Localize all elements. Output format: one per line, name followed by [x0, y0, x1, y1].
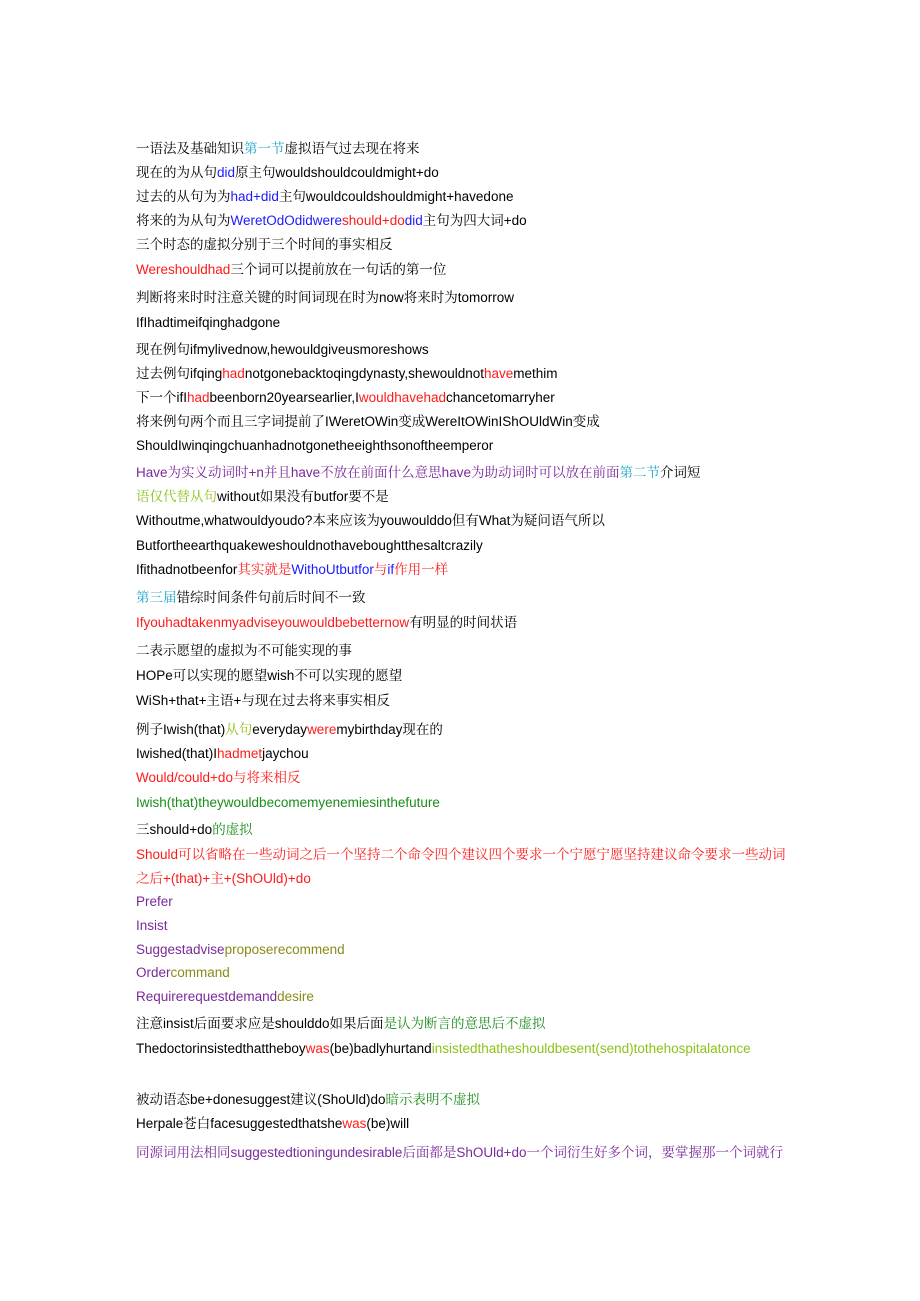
text-segment: 的虚拟: [212, 822, 253, 837]
text-segment: had+did: [230, 189, 279, 204]
text-segment: 三个时态的虚拟分别于三个时间的事实相反: [136, 237, 393, 252]
text-segment: 将来的为从句为: [136, 213, 231, 228]
text-segment: 原主句wouldshouldcouldmight+do: [235, 165, 439, 180]
text-segment: chancetomarryher: [446, 390, 555, 405]
text-segment: Have为实义动词时+n并且have不放在前面什么意思have为助动词时可以放在前面: [136, 465, 620, 480]
text-segment: Requirerequestdemand: [136, 989, 278, 1004]
text-line: [136, 985, 786, 1009]
text-segment: 一语法及基础知识: [136, 141, 244, 156]
text-segment: 同源词用法相同suggestedtioningundesirable后面都是ShOUld+do一个词衍生好多个词，要掌握那一个词就行: [136, 1145, 784, 1160]
text-line: [136, 233, 786, 257]
text-segment: 错综时间条件句前后时间不一致: [176, 590, 366, 605]
text-segment: proposerecommend: [224, 942, 345, 957]
text-segment: 过去例句ifqing: [136, 366, 223, 381]
text-line: [136, 843, 786, 891]
text-segment: 现在例句ifmylivednow,hewouldgiveusmoreshows: [136, 342, 429, 357]
text-line: [136, 485, 786, 509]
text-segment: 从句: [225, 722, 253, 737]
text-line: [136, 258, 786, 282]
text-segment: 作用一样: [394, 562, 449, 577]
text-line: [136, 434, 786, 458]
text-segment: notgonebacktoqingdynasty,shewouldnot: [244, 366, 484, 381]
text-segment: 三should+do: [136, 822, 213, 837]
text-line: [136, 410, 786, 434]
text-line: [136, 461, 786, 485]
text-segment: Herpale苍白facesuggestedthatshe: [136, 1116, 343, 1131]
text-segment: 主句wouldcouldshouldmight+havedone: [278, 189, 514, 204]
text-segment: methim: [513, 366, 558, 381]
text-segment: WiSh+that+主语+与现在过去将来事实相反: [136, 693, 390, 708]
text-segment: Order: [136, 965, 171, 980]
text-line: [136, 534, 786, 558]
text-line: [136, 509, 786, 533]
text-line: [136, 362, 786, 386]
text-segment: 现在的为从句: [136, 165, 217, 180]
text-segment: hadmet: [217, 746, 263, 761]
text-line: [136, 161, 786, 185]
text-segment: 二表示愿望的虚拟为不可能实现的事: [136, 643, 352, 658]
text-segment: Insist: [136, 918, 168, 933]
text-segment: 例子Iwish(that): [136, 722, 226, 737]
text-line: [136, 890, 786, 914]
text-segment: had: [187, 390, 210, 405]
text-segment: 第一节: [244, 141, 285, 156]
text-segment: Butfortheearthquakeweshouldnothaveboughtthesaltcrazily: [136, 538, 483, 553]
text-segment: command: [170, 965, 230, 980]
text-segment: WeretOdOdidwere: [230, 213, 343, 228]
text-segment: WithoUtbutfor: [291, 562, 374, 577]
text-line: [136, 311, 786, 335]
text-segment: had: [423, 390, 446, 405]
text-line: [136, 791, 786, 815]
text-segment: 判断将来时时注意关键的时间词现在时为now将来时为tomorrow: [136, 290, 515, 305]
text-line: [136, 209, 786, 233]
text-segment: HOPe可以实现的愿望wish不可以实现的愿望: [136, 668, 403, 683]
text-line: [136, 664, 786, 688]
text-line: [136, 338, 786, 362]
text-segment: had: [222, 366, 245, 381]
text-line: [136, 1088, 786, 1112]
text-line: [136, 1012, 786, 1036]
text-segment: 有明显的时间状语: [409, 615, 518, 630]
text-segment: without如果没有butfor要不是: [217, 489, 389, 504]
text-segment: 第二节: [619, 465, 660, 480]
text-segment: have: [394, 390, 424, 405]
text-segment: was: [305, 1041, 330, 1056]
text-segment: was: [342, 1116, 367, 1131]
text-segment: Thedoctorinsistedthattheboy: [136, 1041, 306, 1056]
text-segment: Iwish(that)theywouldbecomemyenemiesinthefuture: [136, 795, 440, 810]
text-line: [136, 938, 786, 962]
text-segment: Iwished(that)I: [136, 746, 218, 761]
text-line: [136, 766, 786, 790]
text-segment: Wereshouldhad: [136, 262, 231, 277]
text-segment: IfIhadtimeifqinghadgone: [136, 315, 281, 330]
text-segment: were: [307, 722, 337, 737]
text-segment: insistedthatheshouldbesent(send)tothehospitalatonce: [431, 1041, 751, 1056]
text-segment: (be)badlyhurtand: [329, 1041, 432, 1056]
text-segment: if: [387, 562, 395, 577]
text-line: [136, 137, 786, 161]
text-segment: jaychou: [262, 746, 309, 761]
text-segment: 第三届: [136, 590, 177, 605]
text-segment: 将来例句两个而且三字词提前了IWeretOWin变成WereItOWinIShOUldWin变成: [136, 414, 600, 429]
text-segment: would: [358, 390, 395, 405]
text-line: [136, 742, 786, 766]
text-segment: 与: [373, 562, 388, 577]
text-segment: 注意insist后面要求应是shoulddo如果后面: [136, 1016, 384, 1031]
text-segment: ShouldIwinqingchuanhadnotgonetheeighthsonoftheemperor: [136, 438, 494, 453]
text-line: [136, 818, 786, 842]
text-segment: 三个词可以提前放在一句话的第一位: [230, 262, 447, 277]
text-segment: (be)will: [366, 1116, 410, 1131]
text-line: [136, 1112, 786, 1136]
text-segment: 其实就是: [237, 562, 292, 577]
text-segment: 虚拟语气过去现在将来: [284, 141, 420, 156]
text-line: [136, 286, 786, 310]
text-segment: Should可以省略在一些动词之后一个坚持二个命令四个建议四个要求一个宁愿宁愿坚持建议命令要求一些动词之后+(that)+主+(ShOUld)+do: [136, 847, 786, 886]
text-segment: mybirthday现在的: [336, 722, 443, 737]
text-segment: did: [404, 213, 423, 228]
text-line: [136, 558, 786, 582]
text-line: [136, 185, 786, 209]
text-segment: Suggestadvise: [136, 942, 225, 957]
text-segment: did: [217, 165, 236, 180]
text-segment: 暗示表明不虚拟: [385, 1092, 480, 1107]
text-line: [136, 1141, 786, 1165]
text-line: [136, 961, 786, 985]
text-segment: Withoutme,whatwouldyoudo?本来应该为youwoulddo但有What为疑问语气所以: [136, 513, 605, 528]
text-line: [136, 386, 786, 410]
text-segment: 下一个ifI: [136, 390, 188, 405]
text-line: [136, 689, 786, 713]
text-segment: everyday: [252, 722, 308, 737]
text-segment: Prefer: [136, 894, 173, 909]
text-segment: beenborn20yearsearlier,I: [209, 390, 359, 405]
text-segment: Ifyouhadtakenmyadviseyouwouldbebetternow: [136, 615, 410, 630]
text-line: [136, 1037, 786, 1061]
text-line: [136, 611, 786, 635]
text-segment: have: [484, 366, 514, 381]
text-segment: 介词短: [659, 465, 701, 480]
text-segment: 主句为四大词+do: [422, 213, 527, 228]
text-segment: 语仅代替从句: [136, 489, 217, 504]
text-segment: Ifithadnotbeenfor: [136, 562, 238, 577]
text-segment: Would/could+do与将来相反: [136, 770, 301, 785]
text-segment: 被动语态be+donesuggest建议(ShoUld)do: [136, 1092, 386, 1107]
text-line: [136, 586, 786, 610]
text-segment: desire: [277, 989, 314, 1004]
text-line: [136, 914, 786, 938]
text-segment: 过去的从句为为: [136, 189, 231, 204]
text-line: [136, 718, 786, 742]
text-segment: 是认为断言的意思后不虚拟: [383, 1016, 546, 1031]
text-segment: should+do: [342, 213, 405, 228]
text-line: [136, 639, 786, 663]
